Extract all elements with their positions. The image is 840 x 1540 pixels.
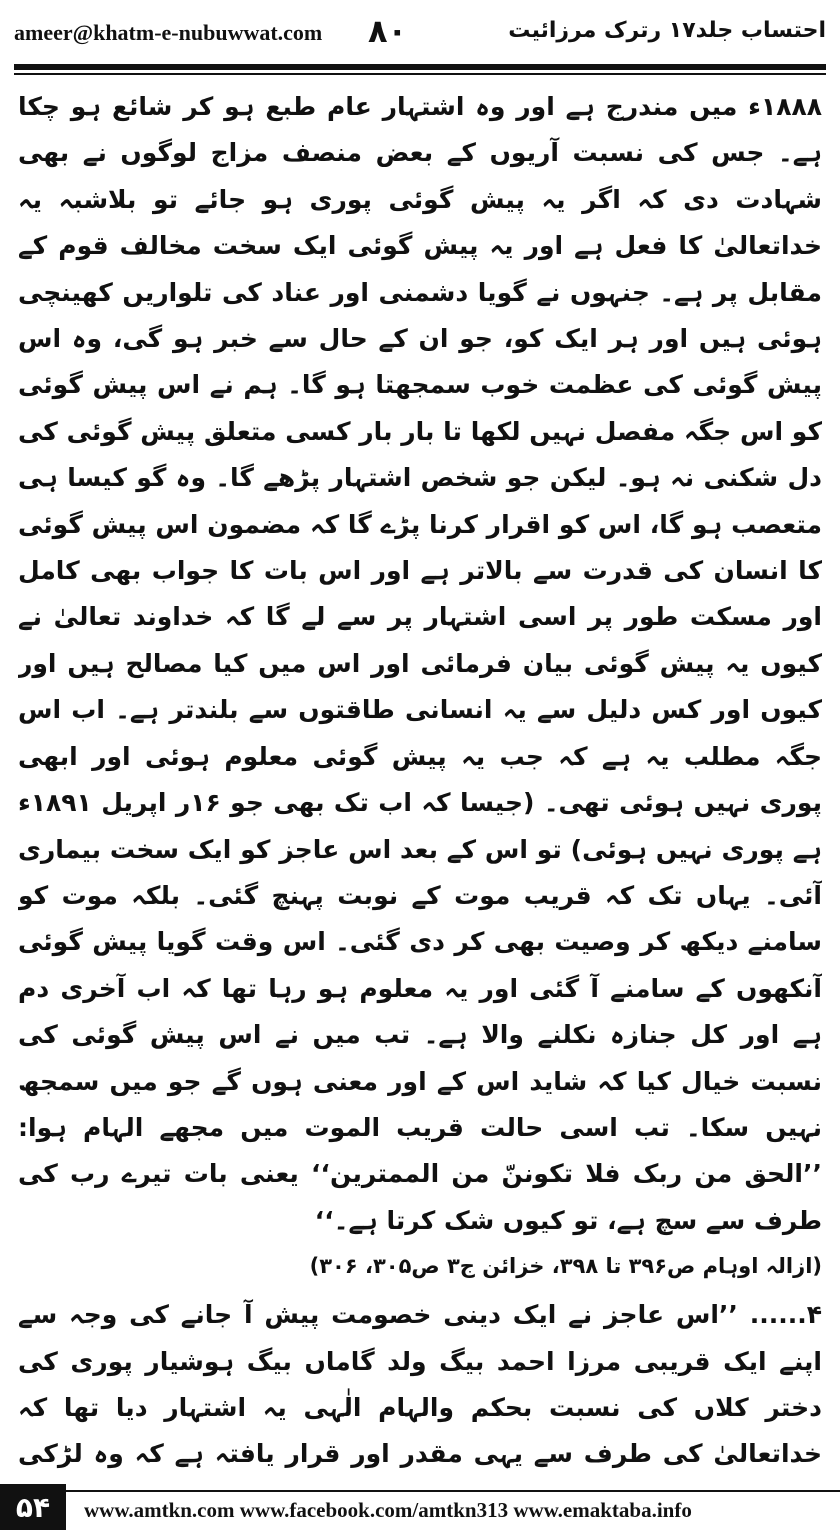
page-footer — [0, 1480, 840, 1540]
header-page-number: ۸۰ — [368, 12, 408, 50]
paragraph-2-text: ۴...... ’’اس عاجز نے ایک دینی خصومت پیش آ جانے کی وجہ سے اپنے ایک قریبی مرزا احمد بیگ ولد گاماں بیگ ہوشیار پوری کی دختر کلاں کی نسبت بحکم والہام الٰہی یہ اشتہار دیا تھا کہ خداتعالیٰ کی طرف سے یہی مقدر اور قرار یافتہ ہے کہ وہ لڑکی — [18, 1300, 822, 1469]
header-title: احتساب جلد۱۷ رترک مرزائیت — [508, 18, 826, 43]
citation-1: (ازالہ اوہام ص۳۹۶ تا ۳۹۸، خزائن ج۳ ص۳۰۵، ۳۰۶) — [309, 1254, 822, 1279]
page-header — [0, 0, 840, 62]
footer-rule — [66, 1490, 840, 1492]
arabic-quote: الحق من ربک فلا تکوننّ من الممترین — [330, 1159, 803, 1189]
footer-urls: www.amtkn.com www.facebook.com/amtkn313 www.emaktaba.info — [84, 1498, 692, 1522]
footer-page-box: ۵۴ — [0, 1484, 66, 1530]
paragraph-2 — [18, 1292, 822, 1474]
header-rule-thin — [14, 73, 826, 75]
header-rule-thick — [14, 64, 826, 70]
paragraph-1-text: ۱۸۸۸ء میں مندرج ہے اور وہ اشتہار عام طبع ہو کر شائع ہو چکا ہے۔ جس کی نسبت آریوں کے بعض منصف مزاج لوگوں نے بھی شہادت دی کہ اگر یہ پیش گوئی پوری ہو جائے تو بلاشبہ یہ خداتعالیٰ کا فعل ہے اور یہ پیش گوئی ایک سخت مخالف قوم کے مقابل پر ہے۔ جنہوں نے گویا دشمنی اور عناد کی تلواریں کھینچی ہوئی ہیں اور ہر ایک کو، جو ان کے حال سے خبر ہو گی، وہ اس پیش گوئی کی عظمت خوب سمجھتا ہو گا۔ ہم نے اس پیش گوئی کو اس جگہ مفصل نہیں لکھا تا بار بار کسی متعلق پیش گوئی کی دل شکنی نہ ہو۔ لیکن جو شخص اشتہار پڑھے گا۔ وہ گو کیسا ہی متعصب ہو گا، اس کو اقرار کرنا پڑے گا کہ مضمون اس پیش گوئی کا انسان کی قدرت سے بالاتر ہے اور اس بات کا جواب بھی کامل اور مسکت طور پر اسی اشتہار پر سے لے گا کہ خداوند تعالیٰ نے کیوں یہ پیش گوئی بیان فرمائی اور اس میں کیا مصالح ہیں اور کیوں اور کس دلیل سے یہ انسانی طاقتوں سے بلندتر ہے۔ اب اس جگہ مطلب یہ ہے کہ جب یہ پیش گوئی معلوم ہوئی اور ابھی پوری نہیں ہوئی تھی۔ (جیسا کہ اب تک بھی جو ۱۶ر اپریل ۱۸۹۱ء ہے پوری نہیں ہوئی) تو اس کے بعد اس عاجز کو ایک سخت بیماری آئی۔ یہاں تک کہ قریب موت کے نوبت پہنچ گئی۔ بلکہ موت کو سامنے دیکھ کر وصیت بھی کر دی گئی۔ اس وقت گویا پیش گوئی آنکھوں کے سامنے آ گئی اور یہ معلوم ہو رہا تھا کہ اب آخری دم ہے اور کل جنازہ نکلنے والا ہے۔ تب میں نے اس پیش گوئی کی نسبت خیال کیا کہ شاید اس کے اور معنی ہوں گے جو میں سمجھ نہیں سکا۔ تب اسی حالت قریب الموت میں مجھے الہام ہوا: ’’ — [18, 92, 822, 1189]
paragraph-1 — [18, 84, 822, 1244]
page-body — [18, 84, 822, 1474]
header-email: ameer@khatm-e-nubuwwat.com — [14, 20, 323, 45]
quote-translation: ‘‘ یعنی بات تیرے رب کی طرف سے سچ ہے، تو کیوں شک کرتا ہے۔‘‘ — [18, 1159, 822, 1235]
